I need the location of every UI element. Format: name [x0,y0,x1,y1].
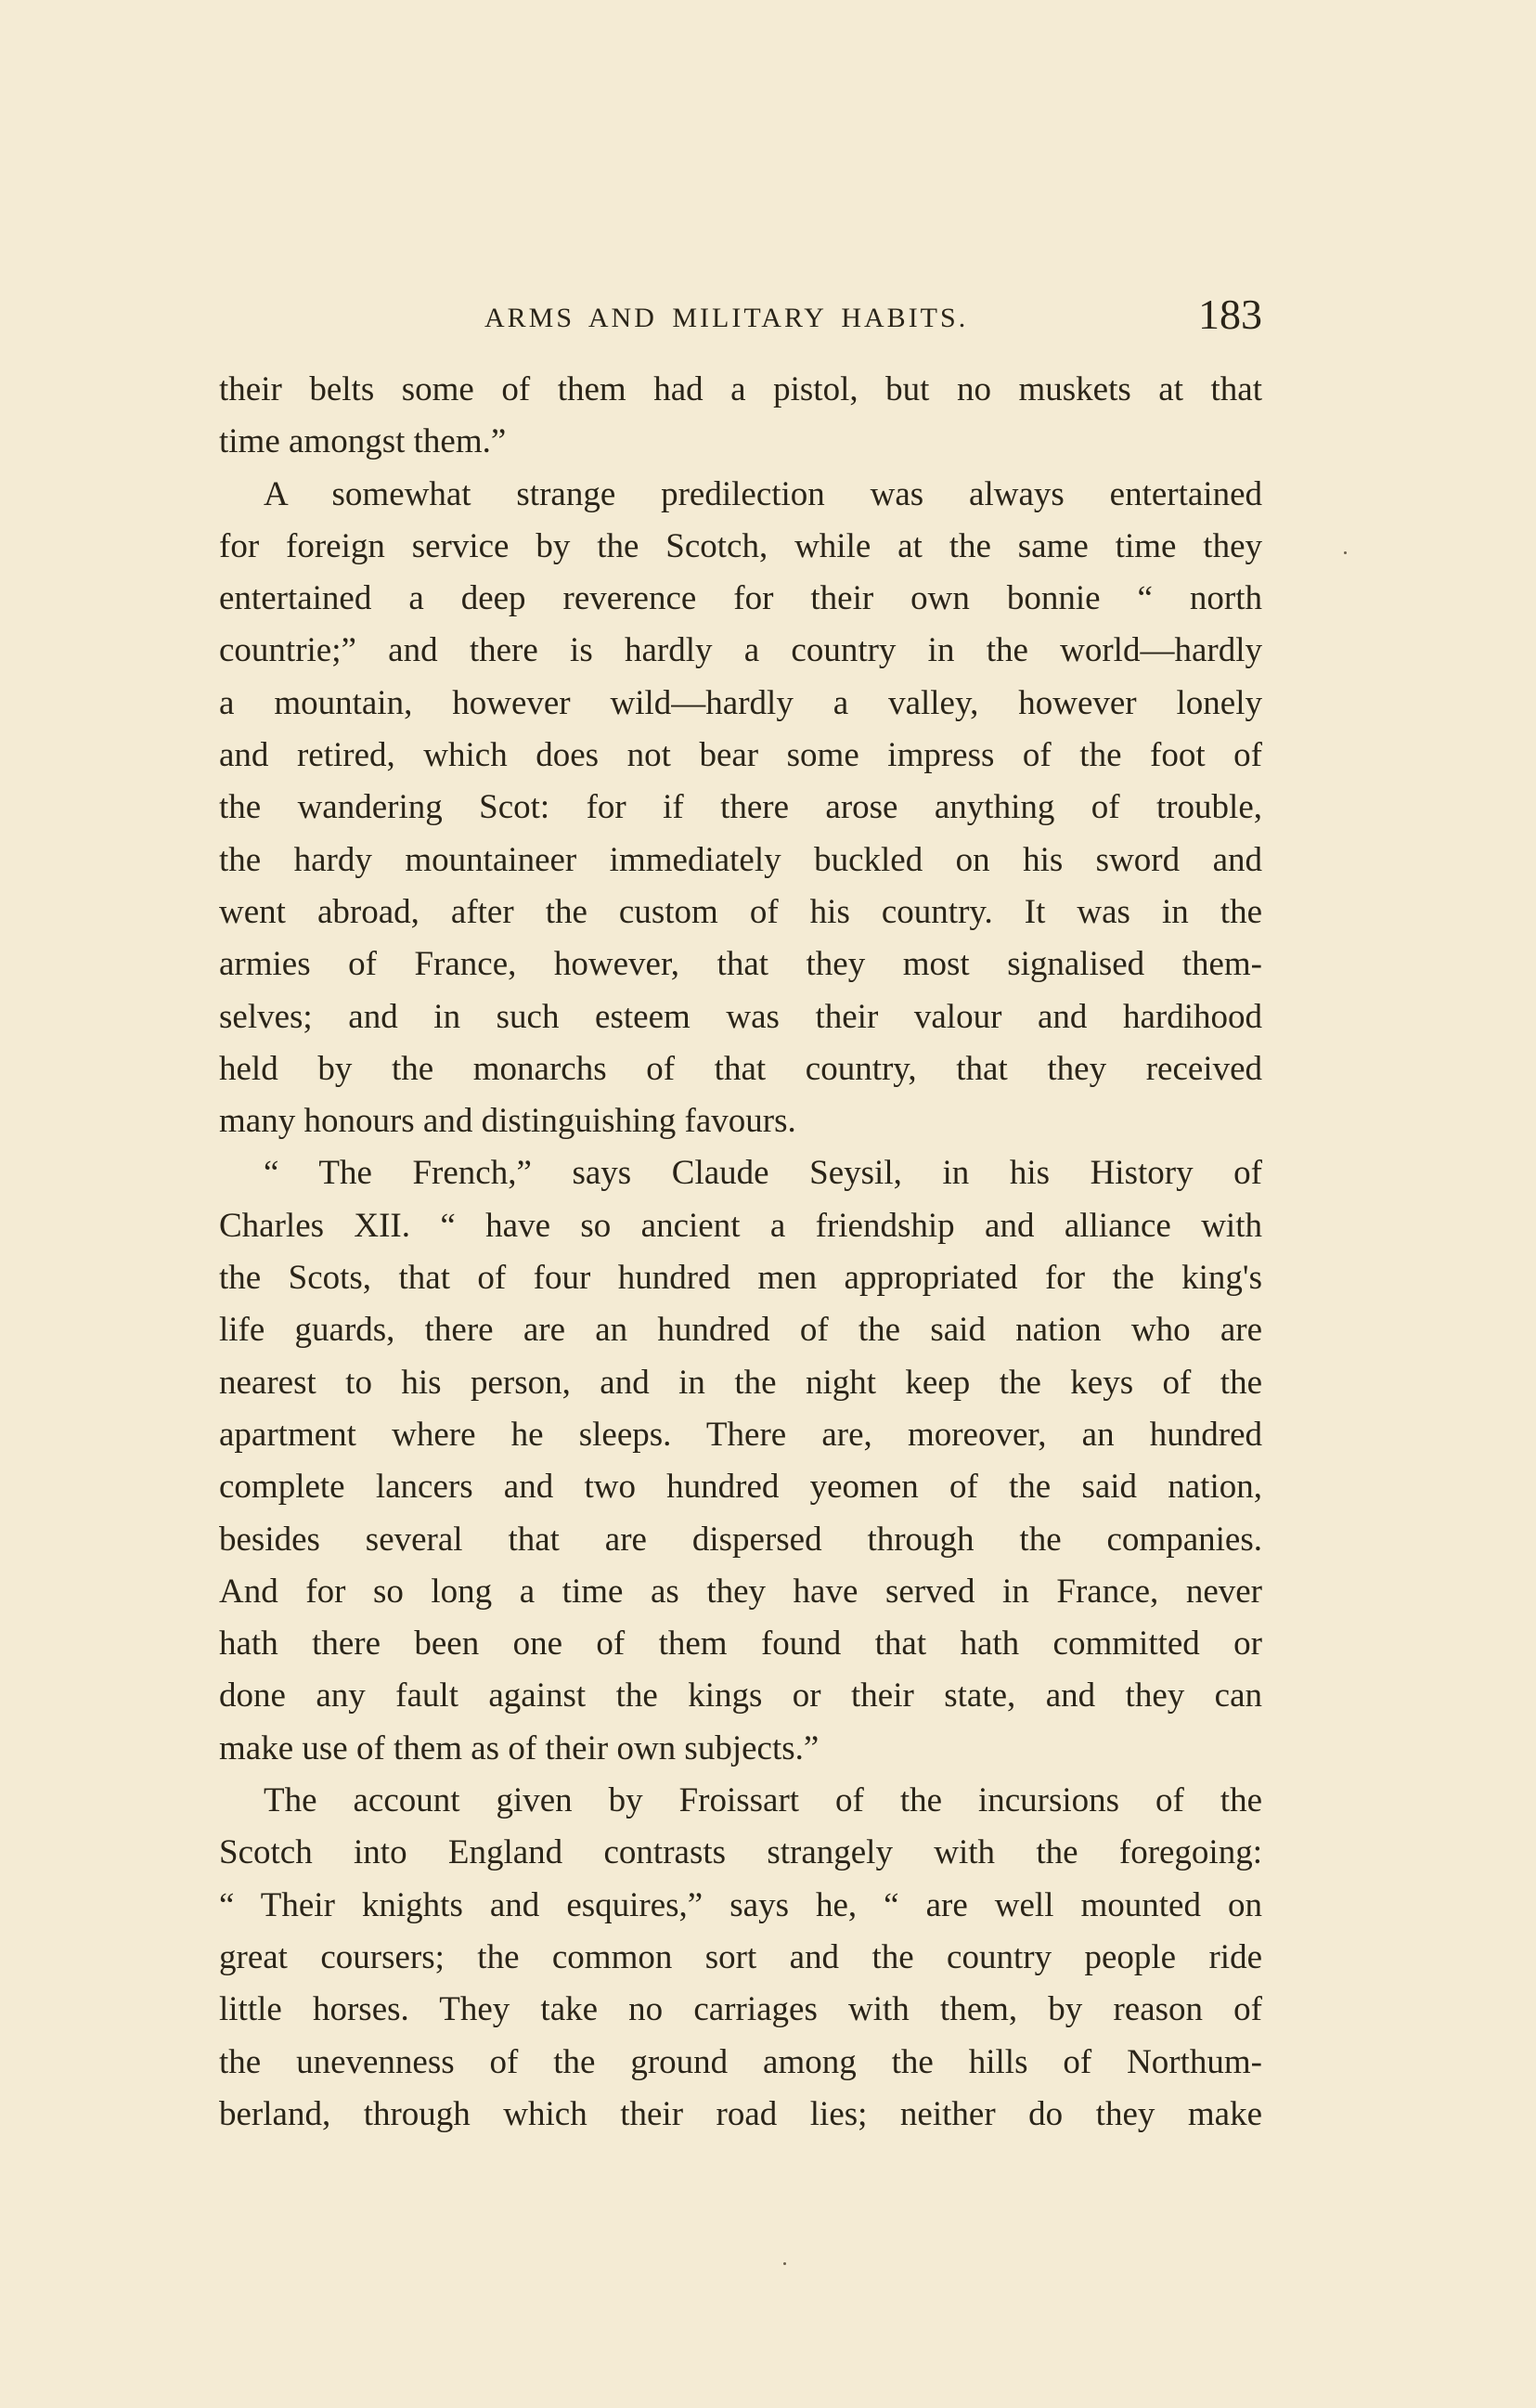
text-line: for foreign service by the Scotch, while at the same time they [219,526,1262,565]
text-line: armies of France, however, that they most signalised them- [219,945,1262,984]
paper-speck [783,2262,786,2265]
text-line: make use of them as of their own subjects.” [219,1728,820,1767]
text-line: many honours and distinguishing favours. [219,1102,796,1141]
text-line: complete lancers and two hundred yeomen of the said nation, [219,1468,1262,1507]
text-line: nearest to his person, and in the night keep the keys of the [219,1363,1262,1402]
text-line: countrie;” and there is hardly a country in the world—hardly [219,631,1262,670]
text-line: a mountain, however wild—hardly a valley, however lonely [219,683,1262,722]
text-line: time amongst them.” [219,422,507,461]
text-line: the Scots, that of four hundred men appropriated for the king's [219,1259,1262,1298]
text-line: “ The French,” says Claude Seysil, in his History of [264,1154,1262,1193]
text-line: A somewhat strange predilection was always entertained [264,474,1262,513]
text-line: entertained a deep reverence for their own bonnie “ north [219,579,1262,618]
paper-speck [1344,551,1347,554]
text-line: And for so long a time as they have served in France, never [219,1572,1262,1611]
text-line: great coursers; the common sort and the country people ride [219,1937,1262,1976]
text-line: “ Their knights and esquires,” says he, “ are well mounted on [219,1885,1262,1924]
running-head: ARMS AND MILITARY HABITS. [484,303,969,333]
text-line: held by the monarchs of that country, that they received [219,1049,1262,1088]
text-line: berland, through which their road lies; neither do they make [219,2094,1262,2133]
page-number: 183 [1198,291,1262,338]
text-line: apartment where he sleeps. There are, moreover, an hundred [219,1415,1262,1454]
text-line: hath there been one of them found that hath committed or [219,1625,1262,1664]
text-line: selves; and in such esteem was their valour and hardihood [219,997,1262,1036]
text-line: done any fault against the kings or their state, and they can [219,1677,1262,1715]
text-line: Charles XII. “ have so ancient a friendship and alliance with [219,1206,1262,1245]
text-line: went abroad, after the custom of his country. It was in the [219,892,1262,931]
text-line: besides several that are dispersed through the companies. [219,1520,1262,1559]
page-header [219,291,1262,342]
body-text [219,364,1262,2141]
text-line: the unevenness of the ground among the hills of Northum- [219,2042,1262,2081]
text-line: life guards, there are an hundred of the said nation who are [219,1311,1262,1350]
text-line: The account given by Froissart of the incursions of the [264,1781,1262,1820]
text-line: their belts some of them had a pistol, but no muskets at that [219,370,1262,408]
text-line: little horses. They take no carriages with them, by reason of [219,1990,1262,2029]
text-line: Scotch into England contrasts strangely with the foregoing: [219,1833,1262,1872]
text-line: and retired, which does not bear some impress of the foot of [219,736,1262,775]
text-line: the wandering Scot: for if there arose anything of trouble, [219,788,1262,827]
text-line: the hardy mountaineer immediately buckled on his sword and [219,840,1262,879]
